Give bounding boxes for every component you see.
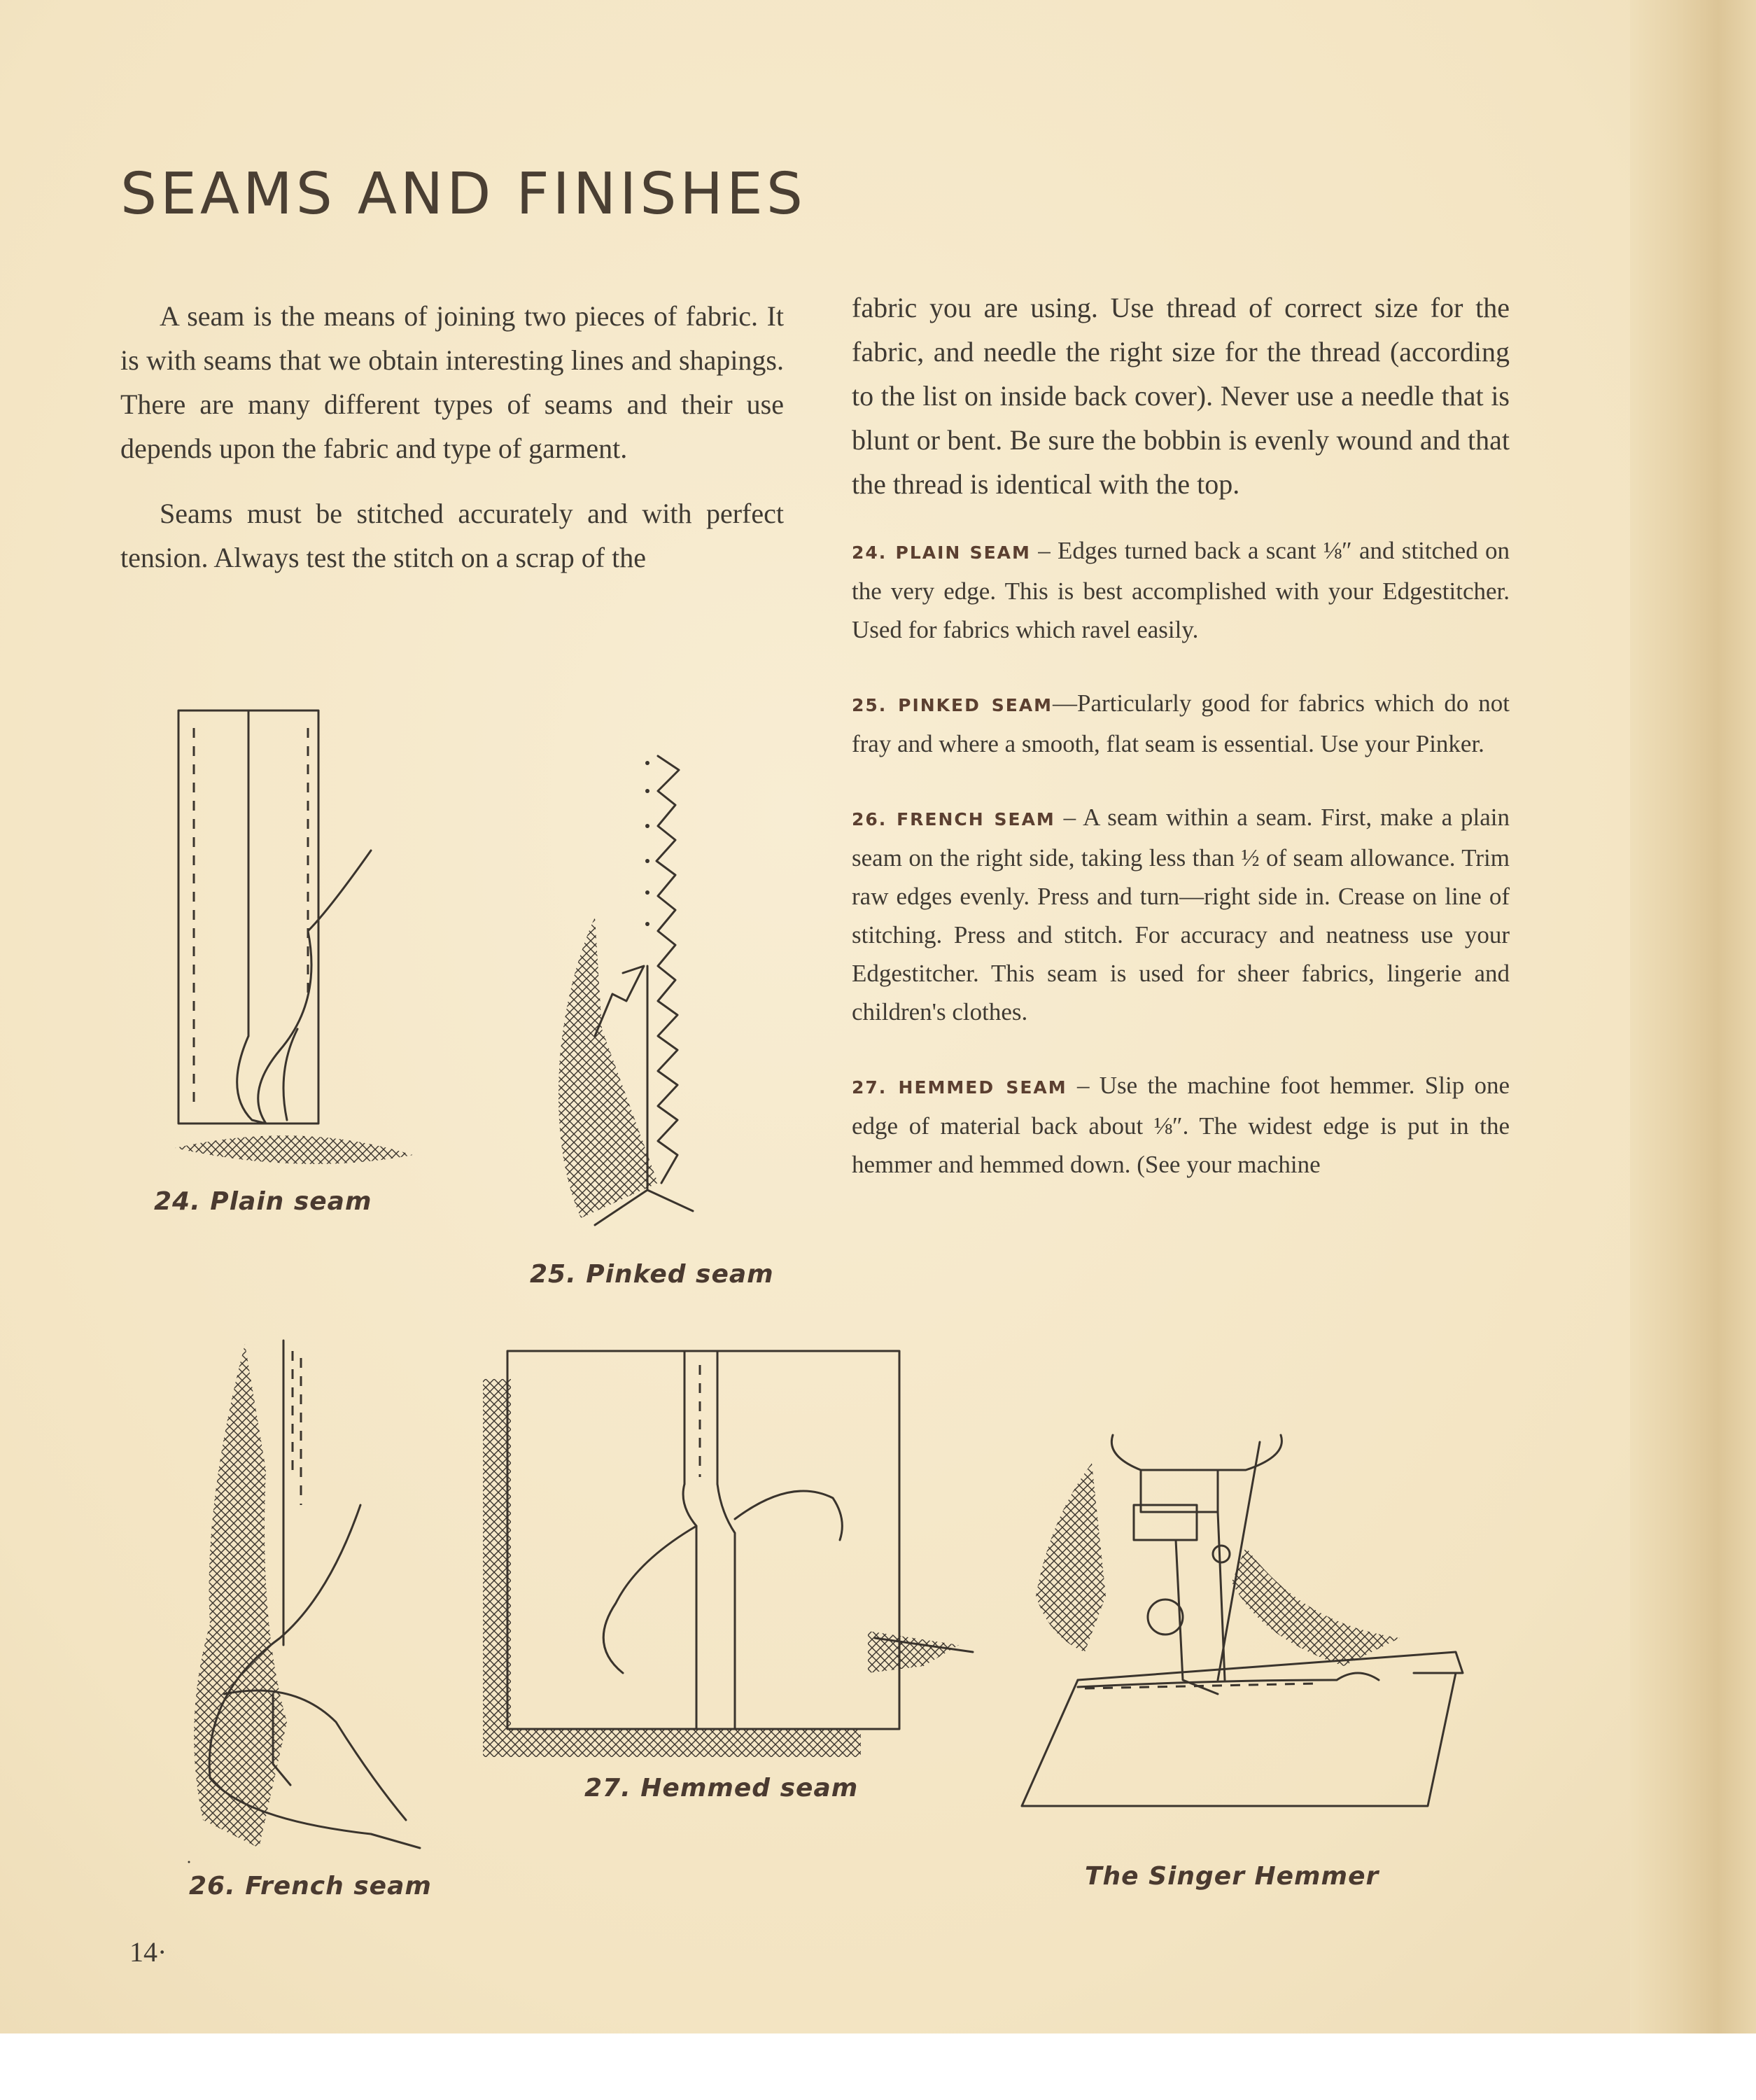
figure-caption: 25. Pinked seam — [530, 1260, 774, 1289]
pinked-seam-illustration — [553, 735, 735, 1225]
definition-lead: 27. HEMMED SEAM — [852, 1077, 1067, 1098]
definition-text: Use the machine foot hemmer. Slip one edge of material back about ⅛″. The widest edge is put in the hemmer and hemmed down. (See your machine — [852, 1072, 1510, 1178]
page-number: 14· — [129, 1936, 167, 1968]
definition-separator: – — [1055, 804, 1083, 831]
right-column — [852, 286, 1510, 1184]
singer-hemmer-illustration — [1008, 1414, 1498, 1834]
definition-pinked-seam — [852, 684, 1510, 763]
definition-text: Edges turned back a scant ⅛″ and stitched on the very edge. This is best accomplished with your Edgestitcher. Used for fabrics which ravel easily. — [852, 537, 1510, 643]
figure-caption: 27. Hemmed seam — [584, 1774, 859, 1802]
continuation-paragraph: fabric you are using. Use thread of correct size for the fabric, and needle the right size for the thread (according to the list on inside back cover). Never use a needle that is blunt or bent. Be sure the bobbin is evenly wound and that the thread is identical with the top. — [852, 292, 1510, 500]
definition-separator: – — [1030, 537, 1058, 564]
plain-seam-illustration — [161, 700, 441, 1176]
definition-lead: 25. PINKED SEAM — [852, 695, 1053, 715]
definition-hemmed-seam — [852, 1066, 1510, 1184]
book-gutter — [1630, 0, 1756, 2033]
figure-caption: 24. Plain seam — [154, 1187, 372, 1216]
definition-lead: 24. PLAIN SEAM — [852, 542, 1031, 563]
figure-caption: The Singer Hemmer — [1085, 1862, 1379, 1891]
definition-plain-seam — [852, 531, 1510, 649]
definition-text: A seam within a seam. First, make a plain seam on the right side, taking less than ½ of seam allowance. Trim raw edges evenly. Press and turn—right side in. Crease on line of stitching. Press and stitch. For accuracy and neatness use your Edgestitcher. This seam is used for sheer fabrics, lingerie and children's clothes. — [852, 804, 1510, 1026]
definition-separator: — — [1053, 690, 1078, 717]
french-seam-illustration — [175, 1330, 441, 1876]
definition-separator: – — [1067, 1072, 1100, 1099]
intro-paragraph: A seam is the means of joining two pieces of fabric. It is with seams that we obtain interesting lines and shapings. There are many different types of seams and their use depends upon the fabric and type of garment. — [120, 300, 784, 464]
left-column — [120, 294, 784, 580]
page-title: SEAMS AND FINISHES — [120, 161, 806, 227]
definition-french-seam — [852, 798, 1510, 1031]
definition-text: Particularly good for fabrics which do not fray and where a smooth, flat seam is essential. Use your Pinker. — [852, 690, 1510, 757]
figure-caption: 26. French seam — [189, 1872, 432, 1900]
tension-paragraph: Seams must be stitched accurately and with perfect tension. Always test the stitch on a scrap of the — [120, 498, 784, 573]
scan-margin — [0, 2033, 1756, 2100]
hemmed-seam-illustration — [469, 1337, 987, 1771]
definition-lead: 26. FRENCH SEAM — [852, 809, 1055, 830]
